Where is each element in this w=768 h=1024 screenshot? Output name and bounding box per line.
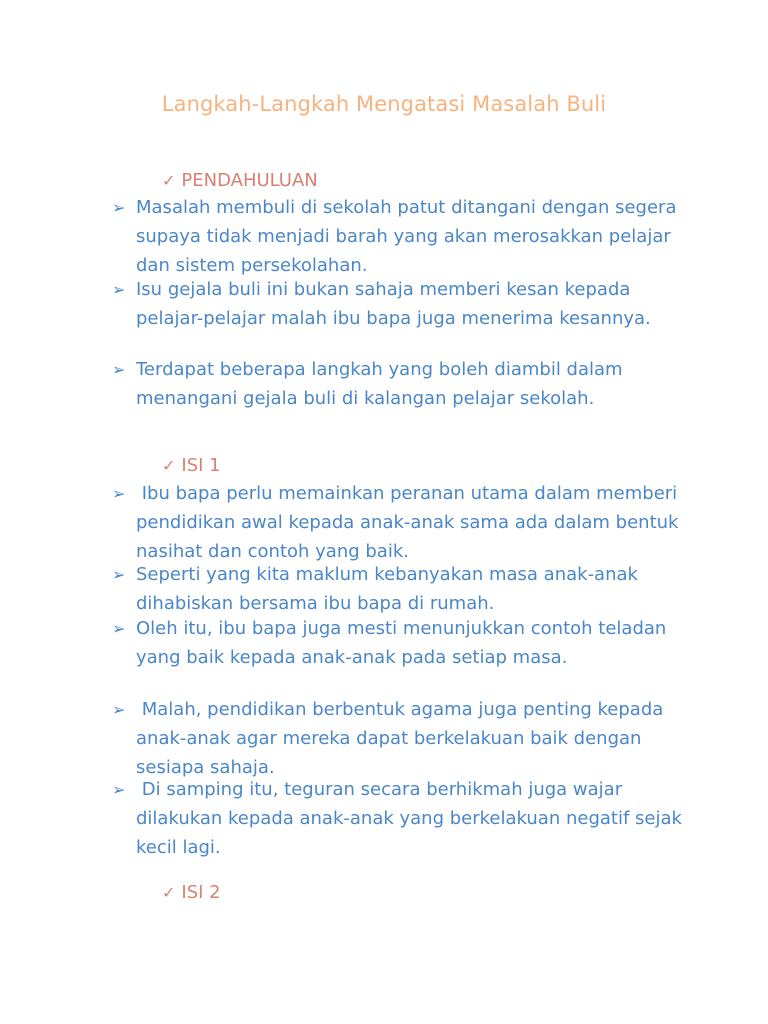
bullet-text: Di samping itu, teguran secara berhikmah juga wajar dilakukan kepada anak-anak yang berkelakuan negatif sejak kecil lagi.: [136, 779, 688, 858]
bullet-item: [112, 479, 692, 566]
checkmark-icon: ✓: [162, 883, 176, 902]
bullet-item: [112, 775, 692, 862]
section-heading-isi-2: [162, 882, 221, 904]
bullet-item: [112, 560, 692, 618]
checkmark-icon: ✓: [162, 456, 176, 475]
arrow-bullet-icon: ➢: [112, 198, 126, 217]
section-heading-isi-1: [162, 455, 221, 477]
arrow-bullet-icon: ➢: [112, 619, 126, 638]
section-heading-pendahuluan: [162, 170, 318, 192]
bullet-item: [112, 355, 692, 413]
bullet-text: Oleh itu, ibu bapa juga mesti menunjukkan contoh teladan yang baik kepada anak-anak pada setiap masa.: [136, 618, 673, 668]
section-heading-label: PENDAHULUAN: [181, 170, 318, 191]
arrow-bullet-icon: ➢: [112, 780, 126, 799]
bullet-text: Malah, pendidikan berbentuk agama juga penting kepada anak-anak agar mereka dapat berkelakuan baik dengan sesiapa sahaja.: [136, 699, 670, 778]
bullet-text: Terdapat beberapa langkah yang boleh diambil dalam menangani gejala buli di kalangan pelajar sekolah.: [136, 359, 629, 409]
arrow-bullet-icon: ➢: [112, 280, 126, 299]
bullet-text: Isu gejala buli ini bukan sahaja memberi kesan kepada pelajar-pelajar malah ibu bapa juga menerima kesannya.: [136, 279, 651, 329]
bullet-text: Seperti yang kita maklum kebanyakan masa anak-anak dihabiskan bersama ibu bapa di rumah.: [136, 564, 644, 614]
arrow-bullet-icon: ➢: [112, 484, 126, 503]
bullet-item: [112, 614, 692, 672]
bullet-text: Masalah membuli di sekolah patut ditangani dengan segera supaya tidak menjadi barah yang akan merosakkan pelajar dan sistem persekolahan.: [136, 197, 683, 276]
bullet-item: [112, 275, 692, 333]
checkmark-icon: ✓: [162, 171, 176, 190]
bullet-item: [112, 695, 692, 782]
arrow-bullet-icon: ➢: [112, 700, 126, 719]
bullet-text: Ibu bapa perlu memainkan peranan utama dalam memberi pendidikan awal kepada anak-anak sama ada dalam bentuk nasihat dan contoh yang baik.: [136, 483, 685, 562]
arrow-bullet-icon: ➢: [112, 565, 126, 584]
document-title: Langkah-Langkah Mengatasi Masalah Buli: [161, 92, 607, 116]
arrow-bullet-icon: ➢: [112, 360, 126, 379]
bullet-item: [112, 193, 692, 280]
section-heading-label: ISI 2: [181, 882, 221, 903]
section-heading-label: ISI 1: [181, 455, 221, 476]
